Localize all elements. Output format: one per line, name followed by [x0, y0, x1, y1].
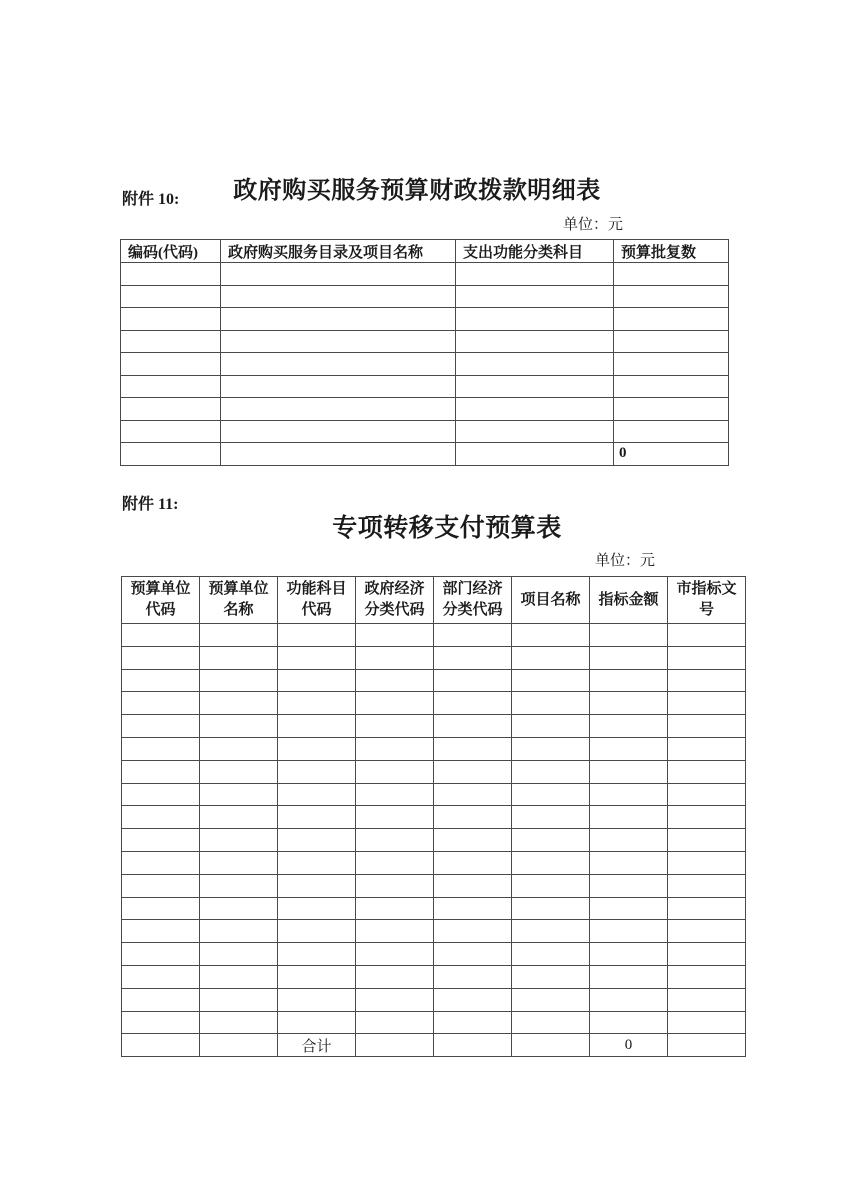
table1-total-body: [121, 443, 729, 466]
empty-cell: [122, 783, 200, 806]
empty-row: [121, 420, 729, 443]
empty-row: [122, 851, 746, 874]
empty-cell: [512, 760, 590, 783]
empty-cell: [122, 1011, 200, 1034]
empty-cell: [590, 1011, 668, 1034]
empty-cell: [122, 829, 200, 852]
table2-header-unit-code: 预算单位代码: [122, 577, 200, 624]
empty-cell: [668, 943, 746, 966]
empty-cell: [200, 692, 278, 715]
empty-cell: [122, 920, 200, 943]
empty-cell: [590, 988, 668, 1011]
table2-empty-body: [122, 624, 746, 1034]
empty-cell: [278, 874, 356, 897]
empty-cell: [668, 624, 746, 647]
empty-cell: [356, 737, 434, 760]
empty-cell: [590, 829, 668, 852]
empty-cell: [512, 851, 590, 874]
empty-cell: [512, 943, 590, 966]
empty-cell: [434, 806, 512, 829]
empty-cell: [356, 988, 434, 1011]
empty-cell: [434, 692, 512, 715]
empty-cell: [668, 965, 746, 988]
empty-cell: [200, 760, 278, 783]
empty-cell: [200, 965, 278, 988]
empty-cell: [668, 715, 746, 738]
attachment10-heading: [113, 176, 721, 208]
empty-cell: [278, 806, 356, 829]
empty-row: [122, 715, 746, 738]
empty-cell: [456, 353, 614, 376]
empty-cell: [590, 646, 668, 669]
empty-cell: [590, 783, 668, 806]
empty-cell: [221, 263, 456, 286]
empty-cell: [434, 646, 512, 669]
attachment10-unit-note: 单位：元: [563, 217, 624, 233]
empty-cell: [356, 806, 434, 829]
empty-cell: [122, 874, 200, 897]
empty-cell: [356, 897, 434, 920]
empty-row: [121, 308, 729, 331]
empty-row: [122, 874, 746, 897]
empty-cell: [200, 1034, 278, 1057]
table1-header-budget-approved: 预算批复数: [614, 240, 729, 263]
empty-cell: [590, 965, 668, 988]
empty-cell: [512, 737, 590, 760]
empty-cell: [434, 1034, 512, 1057]
empty-cell: [278, 1011, 356, 1034]
table1-total-value: 0: [614, 443, 729, 466]
empty-cell: [668, 737, 746, 760]
empty-cell: [512, 988, 590, 1011]
empty-cell: [590, 624, 668, 647]
empty-cell: [434, 897, 512, 920]
empty-cell: [278, 692, 356, 715]
table1-total-row: [121, 443, 729, 466]
empty-row: [122, 1011, 746, 1034]
attachment10-title: 政府购买服务预算财政拨款明细表: [233, 178, 601, 204]
empty-cell: [278, 851, 356, 874]
table1-header-row: [121, 240, 729, 263]
empty-cell: [122, 988, 200, 1011]
attachment11-label: 附件 11:: [122, 496, 179, 513]
empty-cell: [200, 624, 278, 647]
empty-row: [121, 398, 729, 421]
empty-cell: [668, 874, 746, 897]
empty-cell: [221, 308, 456, 331]
empty-cell: [512, 897, 590, 920]
empty-cell: [121, 375, 221, 398]
empty-cell: [200, 874, 278, 897]
empty-cell: [512, 624, 590, 647]
empty-cell: [456, 285, 614, 308]
empty-cell: [356, 829, 434, 852]
empty-cell: [512, 783, 590, 806]
empty-cell: [668, 920, 746, 943]
empty-cell: [278, 829, 356, 852]
table1-header: [121, 240, 729, 263]
empty-cell: [614, 420, 729, 443]
empty-cell: [434, 624, 512, 647]
empty-cell: [221, 353, 456, 376]
empty-cell: [122, 806, 200, 829]
empty-cell: [200, 783, 278, 806]
gov-purchase-service-budget-table: [120, 239, 729, 466]
empty-cell: [668, 806, 746, 829]
empty-cell: [456, 398, 614, 421]
empty-cell: [200, 943, 278, 966]
table2-header-indicator-amount: 指标金额: [590, 577, 668, 624]
empty-cell: [278, 920, 356, 943]
attachment11-title: 专项转移支付预算表: [332, 515, 562, 542]
empty-cell: [614, 308, 729, 331]
empty-cell: [356, 965, 434, 988]
empty-cell: [200, 851, 278, 874]
table2-header-dept-econ-code: 部门经济分类代码: [434, 577, 512, 624]
empty-cell: [434, 1011, 512, 1034]
empty-cell: [278, 988, 356, 1011]
empty-cell: [590, 897, 668, 920]
empty-cell: [456, 263, 614, 286]
empty-cell: [200, 715, 278, 738]
empty-cell: [278, 624, 356, 647]
empty-cell: [668, 1034, 746, 1057]
empty-cell: [122, 943, 200, 966]
empty-cell: [221, 285, 456, 308]
table1-header-catalog-project: 政府购买服务目录及项目名称: [221, 240, 456, 263]
empty-cell: [512, 646, 590, 669]
empty-cell: [668, 988, 746, 1011]
empty-cell: [200, 920, 278, 943]
empty-cell: [356, 692, 434, 715]
empty-cell: [512, 829, 590, 852]
empty-cell: [278, 943, 356, 966]
empty-cell: [434, 851, 512, 874]
empty-cell: [122, 1034, 200, 1057]
empty-cell: [434, 943, 512, 966]
empty-cell: [122, 965, 200, 988]
empty-row: [122, 829, 746, 852]
empty-row: [122, 646, 746, 669]
empty-row: [121, 263, 729, 286]
empty-cell: [456, 420, 614, 443]
empty-cell: [200, 1011, 278, 1034]
table2-header-row: [122, 577, 746, 624]
empty-row: [121, 285, 729, 308]
table2-total-label: 合计: [278, 1034, 356, 1057]
empty-cell: [668, 829, 746, 852]
empty-cell: [122, 737, 200, 760]
empty-row: [121, 330, 729, 353]
empty-cell: [278, 737, 356, 760]
empty-cell: [668, 783, 746, 806]
empty-cell: [590, 920, 668, 943]
empty-cell: [356, 1034, 434, 1057]
empty-cell: [356, 851, 434, 874]
table2-total-row: [122, 1034, 746, 1057]
empty-cell: [278, 760, 356, 783]
table1-header-code: 编码(代码): [121, 240, 221, 263]
table2-total-amount: 0: [590, 1034, 668, 1057]
empty-cell: [512, 715, 590, 738]
empty-cell: [200, 829, 278, 852]
table1-empty-body: [121, 263, 729, 443]
empty-row: [121, 375, 729, 398]
empty-cell: [121, 398, 221, 421]
table2-header-gov-econ-code: 政府经济分类代码: [356, 577, 434, 624]
empty-cell: [278, 669, 356, 692]
empty-cell: [121, 443, 221, 466]
empty-cell: [221, 330, 456, 353]
empty-cell: [121, 353, 221, 376]
empty-cell: [434, 829, 512, 852]
empty-cell: [668, 1011, 746, 1034]
empty-cell: [121, 330, 221, 353]
empty-cell: [590, 760, 668, 783]
empty-cell: [278, 783, 356, 806]
empty-cell: [614, 285, 729, 308]
empty-cell: [590, 806, 668, 829]
empty-cell: [278, 646, 356, 669]
attachment10-label: 附件 10:: [122, 191, 180, 208]
empty-cell: [668, 669, 746, 692]
table2-header-project-name: 项目名称: [512, 577, 590, 624]
empty-row: [122, 760, 746, 783]
empty-cell: [456, 308, 614, 331]
empty-cell: [278, 715, 356, 738]
empty-cell: [512, 1034, 590, 1057]
empty-row: [122, 624, 746, 647]
empty-cell: [200, 897, 278, 920]
empty-cell: [356, 783, 434, 806]
empty-cell: [590, 737, 668, 760]
empty-cell: [434, 715, 512, 738]
empty-cell: [590, 715, 668, 738]
empty-cell: [122, 897, 200, 920]
empty-cell: [122, 669, 200, 692]
empty-cell: [221, 375, 456, 398]
empty-cell: [512, 965, 590, 988]
empty-cell: [434, 920, 512, 943]
empty-row: [122, 669, 746, 692]
empty-cell: [668, 646, 746, 669]
empty-cell: [456, 443, 614, 466]
empty-row: [122, 943, 746, 966]
empty-cell: [512, 920, 590, 943]
empty-cell: [668, 897, 746, 920]
empty-cell: [200, 988, 278, 1011]
empty-row: [122, 920, 746, 943]
empty-cell: [356, 669, 434, 692]
empty-cell: [221, 443, 456, 466]
empty-cell: [512, 692, 590, 715]
empty-row: [122, 692, 746, 715]
empty-cell: [590, 851, 668, 874]
empty-cell: [356, 920, 434, 943]
empty-cell: [122, 624, 200, 647]
empty-cell: [200, 806, 278, 829]
table2-header-unit-name: 预算单位名称: [200, 577, 278, 624]
empty-cell: [668, 692, 746, 715]
empty-cell: [122, 760, 200, 783]
empty-cell: [668, 851, 746, 874]
empty-cell: [434, 783, 512, 806]
special-transfer-payment-budget-table: [121, 576, 746, 1057]
empty-cell: [614, 398, 729, 421]
empty-cell: [356, 1011, 434, 1034]
empty-cell: [121, 263, 221, 286]
table2-header: [122, 577, 746, 624]
empty-cell: [590, 943, 668, 966]
empty-cell: [221, 398, 456, 421]
empty-cell: [121, 420, 221, 443]
empty-cell: [590, 692, 668, 715]
empty-cell: [356, 715, 434, 738]
empty-cell: [434, 874, 512, 897]
empty-cell: [590, 874, 668, 897]
empty-cell: [590, 669, 668, 692]
empty-cell: [356, 760, 434, 783]
empty-cell: [122, 692, 200, 715]
empty-cell: [122, 646, 200, 669]
table2-total-body: [122, 1034, 746, 1057]
empty-cell: [200, 669, 278, 692]
empty-cell: [122, 715, 200, 738]
empty-row: [122, 783, 746, 806]
empty-cell: [221, 420, 456, 443]
empty-cell: [512, 806, 590, 829]
empty-cell: [456, 375, 614, 398]
empty-cell: [614, 353, 729, 376]
table2-header-function-code: 功能科目代码: [278, 577, 356, 624]
empty-cell: [456, 330, 614, 353]
empty-cell: [121, 285, 221, 308]
empty-cell: [434, 965, 512, 988]
empty-cell: [278, 965, 356, 988]
empty-cell: [614, 375, 729, 398]
empty-cell: [614, 263, 729, 286]
empty-cell: [356, 646, 434, 669]
empty-cell: [356, 943, 434, 966]
empty-row: [122, 897, 746, 920]
empty-cell: [512, 874, 590, 897]
empty-cell: [512, 1011, 590, 1034]
empty-row: [122, 806, 746, 829]
empty-cell: [434, 760, 512, 783]
empty-cell: [512, 669, 590, 692]
empty-row: [122, 988, 746, 1011]
empty-cell: [356, 874, 434, 897]
empty-cell: [434, 669, 512, 692]
empty-cell: [434, 988, 512, 1011]
empty-cell: [356, 624, 434, 647]
empty-cell: [434, 737, 512, 760]
empty-row: [122, 737, 746, 760]
empty-cell: [122, 851, 200, 874]
empty-cell: [200, 646, 278, 669]
empty-cell: [278, 897, 356, 920]
empty-cell: [614, 330, 729, 353]
empty-cell: [200, 737, 278, 760]
empty-row: [121, 353, 729, 376]
table1-header-expense-function: 支出功能分类科目: [456, 240, 614, 263]
empty-cell: [121, 308, 221, 331]
empty-row: [122, 965, 746, 988]
table2-header-city-doc-number: 市指标文号: [668, 577, 746, 624]
empty-cell: [668, 760, 746, 783]
attachment11-unit-note: 单位：元: [595, 553, 656, 569]
